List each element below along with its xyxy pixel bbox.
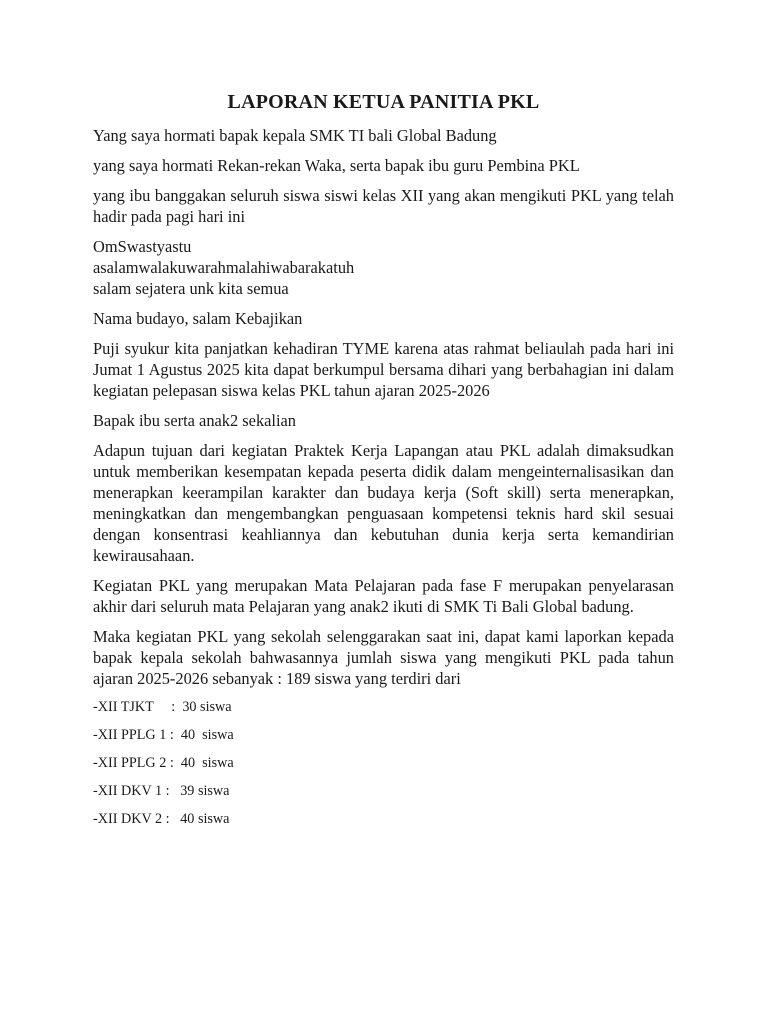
paragraph-address: Bapak ibu serta anak2 sekalian — [93, 411, 296, 430]
class-list — [93, 698, 674, 829]
salutation-line: OmSwastyastu — [93, 237, 192, 256]
salutation-line: asalamwalakuwarahmalahiwabarakatuh — [93, 258, 355, 277]
paragraph-gratitude: Puji syukur kita panjatkan kehadiran TYME karena atas rahmat beliaulah pada hari ini Jumat 1 Agustus 2025 kita dapat berkumpul bersama dihari yang berbahagian ini dalam kegiatan pelepasan siswa kelas PKL tahun ajaran 2025-2026 — [93, 339, 674, 400]
greeting-students: yang ibu banggakan seluruh siswa siswi kelas XII yang akan mengikuti PKL yang telah hadir pada pagi hari ini — [93, 186, 674, 226]
class-list-item: -XII PPLG 1 : 40 siswa — [93, 727, 234, 743]
greeting-principal: Yang saya hormati bapak kepala SMK TI bali Global Badung — [93, 126, 497, 145]
greeting-waka: yang saya hormati Rekan-rekan Waka, serta bapak ibu guru Pembina PKL — [93, 156, 580, 175]
class-list-item: -XII TJKT : 30 siswa — [93, 699, 232, 715]
salutation-line: salam sejatera unk kita semua — [93, 279, 289, 298]
paragraph-subject: Kegiatan PKL yang merupakan Mata Pelajaran pada fase F merupakan penyelarasan akhir dari seluruh mata Pelajaran yang anak2 ikuti di SMK Ti Bali Global badung. — [93, 576, 674, 616]
salutation-block — [93, 236, 674, 299]
paragraph-purpose: Adapun tujuan dari kegiatan Praktek Kerja Lapangan atau PKL adalah dimaksudkan untuk memberikan kesempatan kepada peserta didik dalam mengeinternalisasikan dan menerapkan keerampilan karakter dan budaya kerja (Soft skill) serta menerapkan, meningkatkan dan mengembangkan penguasaan kompetensi teknis hard skil sesuai dengan konsentrasi keahliannya dan kebutuhan dunia kerja serta kemandirian kewirausahaan. — [93, 441, 674, 565]
document-page — [93, 88, 674, 838]
salutation-extra: Nama budayo, salam Kebajikan — [93, 309, 303, 328]
paragraph-report: Maka kegiatan PKL yang sekolah selenggarakan saat ini, dapat kami laporkan kepada bapak kepala sekolah bahwasannya jumlah siswa yang mengikuti PKL pada tahun ajaran 2025-2026 sebanyak : 189 siswa yang terdiri dari — [93, 627, 674, 688]
document-title: LAPORAN KETUA PANITIA PKL — [227, 91, 540, 113]
class-list-item: -XII PPLG 2 : 40 siswa — [93, 755, 234, 771]
class-list-item: -XII DKV 2 : 40 siswa — [93, 811, 230, 827]
class-list-item: -XII DKV 1 : 39 siswa — [93, 783, 230, 799]
